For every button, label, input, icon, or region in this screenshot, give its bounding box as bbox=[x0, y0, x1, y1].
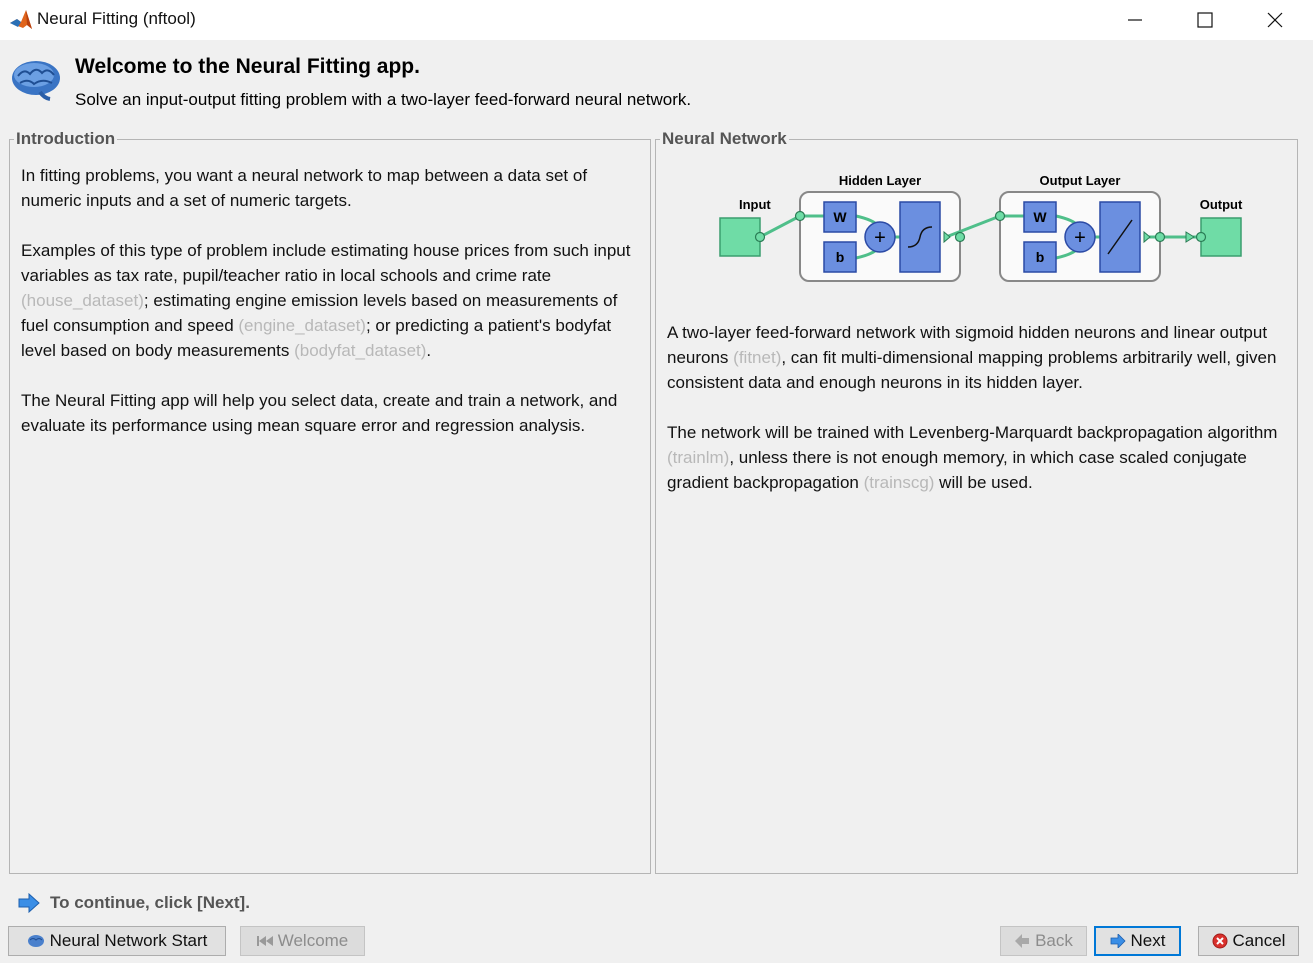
maximize-icon bbox=[1197, 12, 1213, 28]
network-p1-text-a: A two-layer feed-forward network with sigmoid hidden neurons and linear output neurons bbox=[667, 323, 1268, 367]
network-p2-text-a: The network will be trained with Levenberg-Marquardt backpropagation algorithm bbox=[667, 423, 1278, 442]
bodyfat-dataset-link[interactable]: (bodyfat_dataset) bbox=[294, 341, 427, 360]
hidden-weight-label: W bbox=[833, 209, 847, 225]
output-weight-label: W bbox=[1033, 209, 1047, 225]
arrow-right-icon bbox=[1110, 934, 1126, 948]
arrow-left-icon bbox=[1014, 934, 1030, 948]
output-sum-label: + bbox=[1074, 227, 1086, 249]
continue-text: To continue, click [Next]. bbox=[50, 893, 250, 912]
arrow-right-icon bbox=[18, 893, 40, 913]
maximize-button[interactable] bbox=[1170, 0, 1240, 40]
fitnet-link[interactable]: (fitnet) bbox=[733, 348, 782, 367]
neural-network-panel bbox=[655, 129, 1298, 874]
cancel-button[interactable] bbox=[1198, 926, 1299, 956]
intro-paragraph-3: The Neural Fitting app will help you select data, create and train a network, and evaluate its performance using mean square error and regression analysis. bbox=[21, 391, 618, 435]
trainscg-link[interactable]: (trainscg) bbox=[863, 473, 935, 492]
diagram-input-label: Input bbox=[739, 197, 771, 212]
hidden-sum-label: + bbox=[874, 227, 886, 249]
output-bias-label: b bbox=[1035, 249, 1045, 265]
back-button[interactable] bbox=[1000, 926, 1087, 956]
neural-network-start-label: Neural Network Start bbox=[49, 931, 208, 950]
network-paragraph-2 bbox=[667, 420, 1282, 495]
cancel-label: Cancel bbox=[1232, 931, 1286, 950]
matlab-logo-icon bbox=[8, 7, 34, 33]
introduction-text bbox=[21, 163, 633, 463]
network-p2-text-b: , unless there is not enough memory, in which case scaled conjugate gradient backpropagation bbox=[667, 448, 1247, 492]
next-button[interactable] bbox=[1094, 926, 1181, 956]
diagram-input-box bbox=[720, 218, 760, 256]
window-title: Neural Fitting (nftool) bbox=[37, 9, 196, 28]
welcome-label: Welcome bbox=[277, 931, 349, 950]
next-label: Next bbox=[1130, 931, 1166, 950]
house-dataset-link[interactable]: (house_dataset) bbox=[21, 291, 144, 310]
network-p1-text-b: , can fit multi-dimensional mapping problems arbitrarily well, given consistent data and enough neurons in its hidden layer. bbox=[667, 348, 1277, 392]
introduction-panel bbox=[9, 129, 651, 874]
diagram-hidden-layer-label: Hidden Layer bbox=[838, 173, 922, 188]
neural-network-start-button[interactable] bbox=[8, 926, 226, 956]
diagram-output-box bbox=[1201, 218, 1241, 256]
continue-hint bbox=[18, 891, 250, 915]
minimize-icon bbox=[1127, 12, 1143, 28]
network-p2-text-c: will be used. bbox=[934, 473, 1033, 492]
intro-paragraph-2 bbox=[21, 238, 633, 363]
hidden-bias-label: b bbox=[835, 249, 845, 265]
close-button[interactable] bbox=[1240, 0, 1310, 40]
window-titlebar bbox=[0, 0, 1313, 40]
intro-paragraph-1: In fitting problems, you want a neural network to map between a data set of numeric inputs and a set of numeric targets. bbox=[21, 166, 588, 210]
rewind-icon bbox=[257, 935, 273, 947]
intro-p2-text-c: ; or predicting a patient's bodyfat level based on body measurements bbox=[21, 316, 612, 360]
page-subtitle: Solve an input-output fitting problem with a two-layer feed-forward neural network. bbox=[75, 90, 692, 109]
network-text bbox=[667, 320, 1282, 520]
engine-dataset-link[interactable]: (engine_dataset) bbox=[238, 316, 366, 335]
intro-p2-text-d: . bbox=[426, 341, 432, 360]
welcome-button[interactable] bbox=[240, 926, 365, 956]
diagram-output-label: Output bbox=[1199, 197, 1243, 212]
intro-p2-text-b: ; estimating engine emission levels based on measurements of fuel consumption and speed bbox=[21, 291, 618, 335]
cancel-icon bbox=[1212, 933, 1228, 949]
app-header bbox=[0, 40, 1313, 128]
page-title: Welcome to the Neural Fitting app. bbox=[75, 55, 420, 78]
neural-network-legend: Neural Network bbox=[662, 129, 787, 148]
diagram-output-layer-label: Output Layer bbox=[1039, 173, 1121, 188]
minimize-button[interactable] bbox=[1100, 0, 1170, 40]
network-paragraph-1 bbox=[667, 320, 1282, 395]
close-icon bbox=[1267, 12, 1283, 28]
trainlm-link[interactable]: (trainlm) bbox=[667, 448, 730, 467]
intro-p2-text-a: Examples of this type of problem include estimating house prices from such input variables as tax rate, pupil/teacher ratio in local schools and crime rate bbox=[21, 241, 631, 285]
network-diagram bbox=[716, 170, 1256, 286]
introduction-legend: Introduction bbox=[16, 129, 116, 148]
back-label: Back bbox=[1035, 931, 1073, 950]
brain-icon bbox=[27, 934, 45, 948]
brain-icon bbox=[10, 58, 62, 102]
